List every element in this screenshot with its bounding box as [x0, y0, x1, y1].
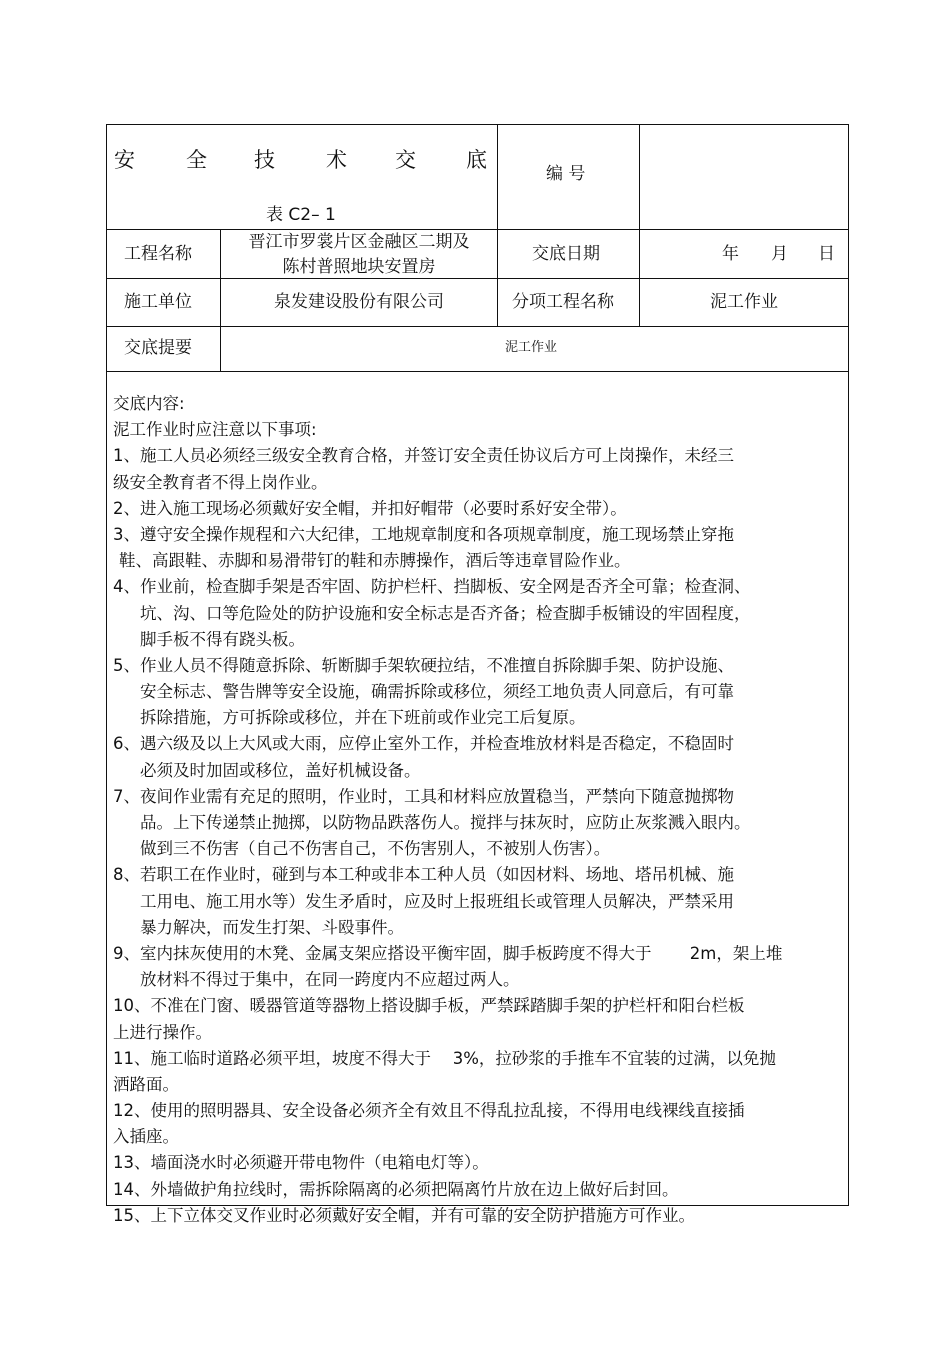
- content-line: 品。上下传递禁止抛掷，以防物品跌落伤人。搅拌与抹灰时，应防止灰浆溅入眼内。: [140, 813, 751, 832]
- date-month: 月: [771, 244, 788, 264]
- title-char: 技: [254, 148, 275, 172]
- subproject-value: 泥工作业: [710, 292, 778, 312]
- content-line: 放材料不得过于集中，在同一跨度内不应超过两人。: [140, 970, 520, 990]
- form-number: 表 C2– 1: [266, 205, 336, 225]
- content-line: 安全标志、警告牌等安全设施，确需拆除或移位，须经工地负责人同意后，有可靠: [140, 682, 734, 702]
- content-line: 级安全教育者不得上岗作业。: [113, 472, 328, 492]
- content-line: 4、作业前，检查脚手架是否牢固、防护栏杆、挡脚板、安全网是否齐全可靠；检查洞、: [113, 577, 751, 597]
- title-char: 安: [114, 148, 135, 172]
- date-label: 交底日期: [532, 244, 600, 264]
- title-char: 全: [186, 148, 207, 172]
- content-line: 工用电、施工用水等）发生矛盾时，应及时上报班组长或管理人员解决，严禁采用: [140, 891, 734, 911]
- date-day: 日: [818, 244, 835, 264]
- content-line: 3、遵守安全操作规程和六大纪律，工地规章制度和各项规章制度，施工现场禁止穿拖: [113, 524, 734, 544]
- content-line: 交底内容:: [113, 394, 185, 413]
- content-line: 1、施工人员必须经三级安全教育合格，并签订安全责任协议后方可上岗操作，未经三: [113, 446, 734, 466]
- content-line: 6、遇六级及以上大风或大雨，应停止室外工作，并检查堆放材料是否稳定，不稳固时: [113, 734, 734, 754]
- number-label: 编 号: [546, 164, 586, 184]
- briefing-content: [113, 391, 841, 1229]
- contractor-label: 施工单位: [124, 292, 192, 312]
- content-line: 7、夜间作业需有充足的照明，作业时，工具和材料应放置稳当，严禁向下随意抛掷物: [113, 786, 734, 806]
- content-line: 坑、沟、口等危险处的防护设施和安全标志是否齐备；检查脚手板铺设的牢固程度，: [140, 603, 751, 623]
- row-divider: [106, 371, 849, 372]
- date-year: 年: [722, 244, 739, 264]
- content-line: 上进行操作。: [113, 1022, 212, 1042]
- content-line: 2、进入施工现场必须戴好安全帽，并扣好帽带（必要时系好安全带）。: [113, 498, 627, 518]
- subproject-label: 分项工程名称: [512, 292, 614, 312]
- summary-value: 泥工作业: [504, 340, 557, 355]
- row-divider: [106, 278, 849, 279]
- project-name-line1: 晋江市罗裳片区金融区二期及: [248, 232, 470, 252]
- title-char: 交: [395, 148, 416, 172]
- content-line: 13、墙面浇水时必须避开带电物件（电箱电灯等）。: [113, 1153, 489, 1173]
- content-line: 11、施工临时道路必须平坦，坡度不得大于 3%，拉砂浆的手推车不宜装的过满，以免抛: [113, 1048, 776, 1068]
- content-line: 脚手板不得有跷头板。: [140, 629, 305, 649]
- project-name-label: 工程名称: [124, 244, 192, 264]
- content-line: 9、室内抹灰使用的木凳、金属支架应搭设平衡牢固，脚手板跨度不得大于 2m，架上堆: [113, 943, 783, 963]
- row-divider: [106, 229, 849, 230]
- content-line: 入插座。: [113, 1127, 179, 1147]
- content-line: 鞋、高跟鞋、赤脚和易滑带钉的鞋和赤膊操作，酒后等违章冒险作业。: [119, 551, 631, 571]
- content-line: 泥工作业时应注意以下事项:: [113, 420, 317, 440]
- content-line: 做到三不伤害（自己不伤害自己，不伤害别人，不被别人伤害）。: [140, 839, 611, 859]
- content-line: 洒路面。: [113, 1074, 179, 1094]
- content-line: 8、若职工在作业时，碰到与本工种或非本工种人员（如因材料、场地、塔吊机械、施: [113, 865, 734, 885]
- content-line: 12、使用的照明器具、安全设备必须齐全有效且不得乱拉乱接，不得用电线裸线直接插: [113, 1101, 745, 1121]
- content-line: 暴力解决，而发生打架、斗殴事件。: [140, 917, 404, 937]
- contractor-value: 泉发建设股份有限公司: [274, 292, 444, 312]
- column-divider: [497, 124, 498, 327]
- content-line: 5、作业人员不得随意拆除、斩断脚手架软硬拉结，不准擅自拆除脚手架、防护设施、: [113, 655, 734, 675]
- row-divider: [106, 326, 849, 327]
- title-char: 底: [466, 148, 487, 172]
- content-line: 14、外墙做护角拉线时，需拆除隔离的必须把隔离竹片放在边上做好后封回。: [113, 1179, 679, 1199]
- content-line: 10、不准在门窗、暖器管道等器物上搭设脚手板，严禁踩踏脚手架的护栏杆和阳台栏板: [113, 996, 745, 1016]
- summary-label: 交底提要: [124, 338, 192, 358]
- content-line: 拆除措施，方可拆除或移位，并在下班前或作业完工后复原。: [140, 708, 586, 728]
- title-char: 术: [326, 148, 347, 172]
- content-line: 必须及时加固或移位，盖好机械设备。: [140, 760, 421, 780]
- project-name-line2: 陈村普照地块安置房: [282, 257, 436, 277]
- content-line: 15、上下立体交叉作业时必须戴好安全帽，并有可靠的安全防护措施方可作业。: [113, 1205, 695, 1225]
